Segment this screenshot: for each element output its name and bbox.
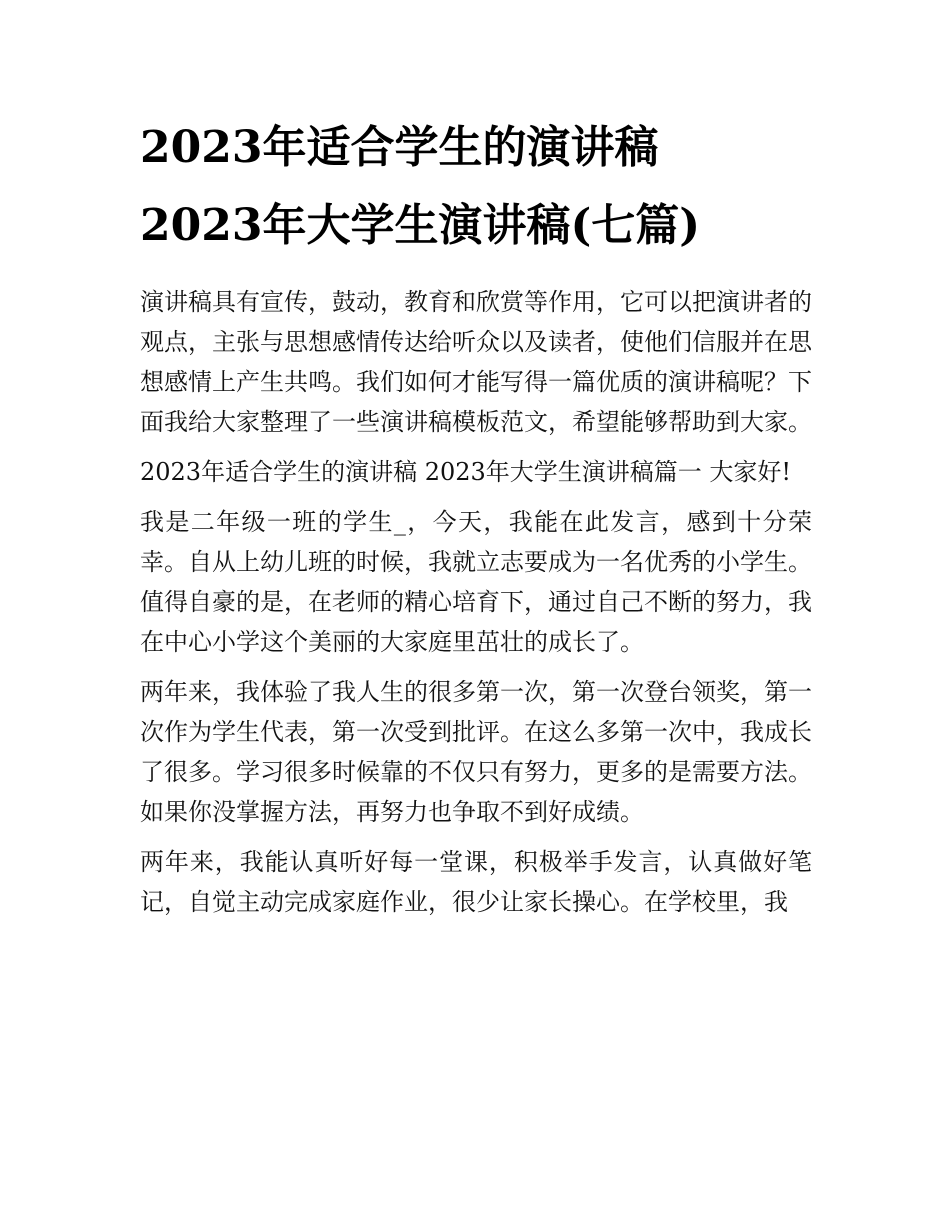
paragraph-self-introduction: 我是二年级一班的学生_，今天，我能在此发言，感到十分荣幸。自从上幼儿班的时候，我就立志要成为一名优秀的小学生。值得自豪的是，在老师的精心培育下，通过自己不断的努力，我在中心小学这个美丽的大家庭里茁壮的成长了。 (140, 508, 812, 656)
paragraph-study-habits: 两年来，我能认真听好每一堂课，积极举手发言，认真做好笔记，自觉主动完成家庭作业，很少让家长操心。在学校里，我 (140, 848, 812, 916)
paragraph-section-heading: 2023年适合学生的演讲稿 2023年大学生演讲稿篇一 大家好! (140, 458, 792, 486)
document-title-line-1: 2023年适合学生的演讲稿 (140, 122, 659, 173)
document-title-line-2: 2023年大学生演讲稿(七篇) (140, 200, 701, 251)
paragraph-intro: 演讲稿具有宣传，鼓动，教育和欣赏等作用，它可以把演讲者的观点，主张与思想感情传达给听众以及读者，使他们信服并在思想感情上产生共鸣。我们如何才能写得一篇优质的演讲稿呢？下面我给大家整理了一些演讲稿模板范文，希望能够帮助到大家。 (140, 288, 812, 436)
document-body (140, 282, 812, 932)
paragraph-first-times: 两年来，我体验了我人生的很多第一次，第一次登台领奖，第一次作为学生代表，第一次受到批评。在这么多第一次中，我成长了很多。学习很多时候靠的不仅只有努力，更多的是需要方法。如果你没掌握方法，再努力也争取不到好成绩。 (140, 678, 812, 826)
